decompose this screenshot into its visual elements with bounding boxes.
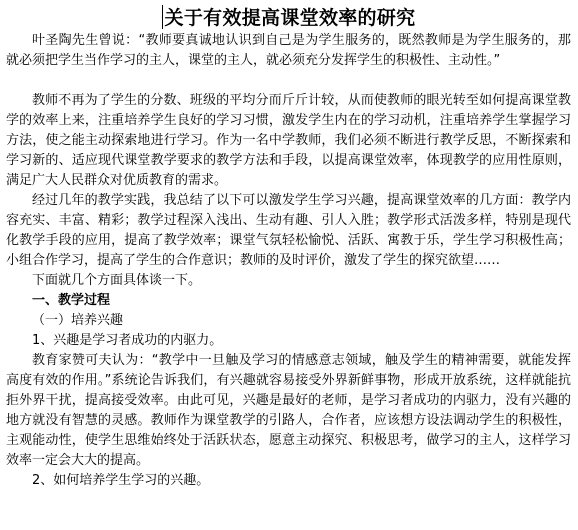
section-heading-teaching-process[interactable]: 一、教学过程 — [32, 293, 111, 308]
paragraph-zankov[interactable]: 教育家赞可夫认为：“教学中一旦触及学习的情感意志领域，触及学生的精神需要，就能发挥高度有效的作用。”系统论告诉我们，有兴趣就容易接受外界新鲜事物，形成开放系统，这样就能抗拒外界干扰，提高接受效率。由此可见，兴趣是最好的老师，是学习者成功的内驱力，没有兴趣的地方就没有智慧的灵感。教师作为课堂教学的引路人，合作者，应该想方设法调动学生的积极性，主观能动性，使学生思维始终处于活跃状态，愿意主动探究、积极思考，做学习的主人，这样学习效率一定会大大的提高。 — [6, 353, 571, 468]
point-2[interactable]: 2、如何培养学生学习的兴趣。 — [32, 473, 210, 488]
paragraph-teaching-efficiency[interactable]: 教师不再为了学生的分数、班级的平均分而斤斤计较，从而使教师的眼光转至如何提高课堂教学的效率上来，注重培养学生良好的学习习惯，激发学生内在的学习动机，注重培养学生掌握学习方法，使之能主动探索地进行学习。作为一名中学教师，我们必须不断进行教学反思，不断探索和学习新的、适应现代课堂教学要求的教学方法和手段，以提高课堂效率，体现教学的应用性原则，满足广大人民群众对优质教育的需求。 — [6, 93, 571, 188]
blank-line — [6, 71, 571, 91]
document-title[interactable]: 关于有效提高课堂效率的研究 — [164, 7, 416, 29]
title-row — [6, 3, 571, 30]
paragraph-intro[interactable]: 下面就几个方面具体谈一下。 — [32, 273, 202, 288]
quote-paragraph[interactable]: 叶圣陶先生曾说：“教师要真诚地认识到自己是为学生服务的，既然教师是为学生服务的，那就必须把学生当作学习的主人，课堂的主人，就必须充分发挥学生的积极性、主动性。” — [6, 33, 571, 68]
paragraph-practice-summary[interactable]: 经过几年的教学实践，我总结了以下可以激发学生学习兴趣，提高课堂效率的几方面：教学内容充实、丰富、精彩；教学过程深入浅出、生动有趣、引人入胜；教学形式活泼多样，特别是现代化教学手段的应用，提高了教学效率；课堂气氛轻松愉悦、活跃、寓教于乐，学生学习积极性高；小组合作学习，提高了学生的合作意识；教师的及时评价，激发了学生的探究欲望…… — [6, 193, 571, 268]
subsection-heading-interest[interactable]: （一）培养兴趣 — [32, 313, 124, 328]
text-cursor — [162, 5, 163, 29]
point-1[interactable]: 1、兴趣是学习者成功的内驱力。 — [32, 333, 223, 348]
